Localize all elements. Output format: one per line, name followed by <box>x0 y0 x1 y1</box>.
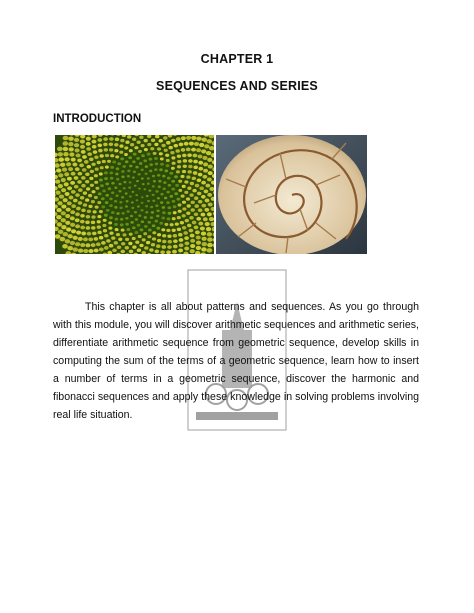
sunflower-seed-graphic <box>55 135 214 254</box>
nautilus-shell-image <box>216 135 367 254</box>
sunflower-seed-image <box>55 135 214 254</box>
nautilus-shell-graphic <box>216 135 367 254</box>
section-heading: INTRODUCTION <box>53 113 142 125</box>
chapter-heading: CHAPTER 1 <box>200 52 274 66</box>
introduction-paragraph: This chapter is all about patterns and sequences. As you go through with this module, you will discover arithmetic sequences and arithmetic series, differentiate arithmetic sequence from geometric sequence, develop skills in computing the sum of the terms of a geometric sequence, learn how to insert a number of terms in a geometric sequence, discover the harmonic and fibonacci sequences and apply these knowledge in solving problems involving real life situation. <box>53 300 419 421</box>
chapter-title: SEQUENCES AND SERIES <box>156 79 318 93</box>
